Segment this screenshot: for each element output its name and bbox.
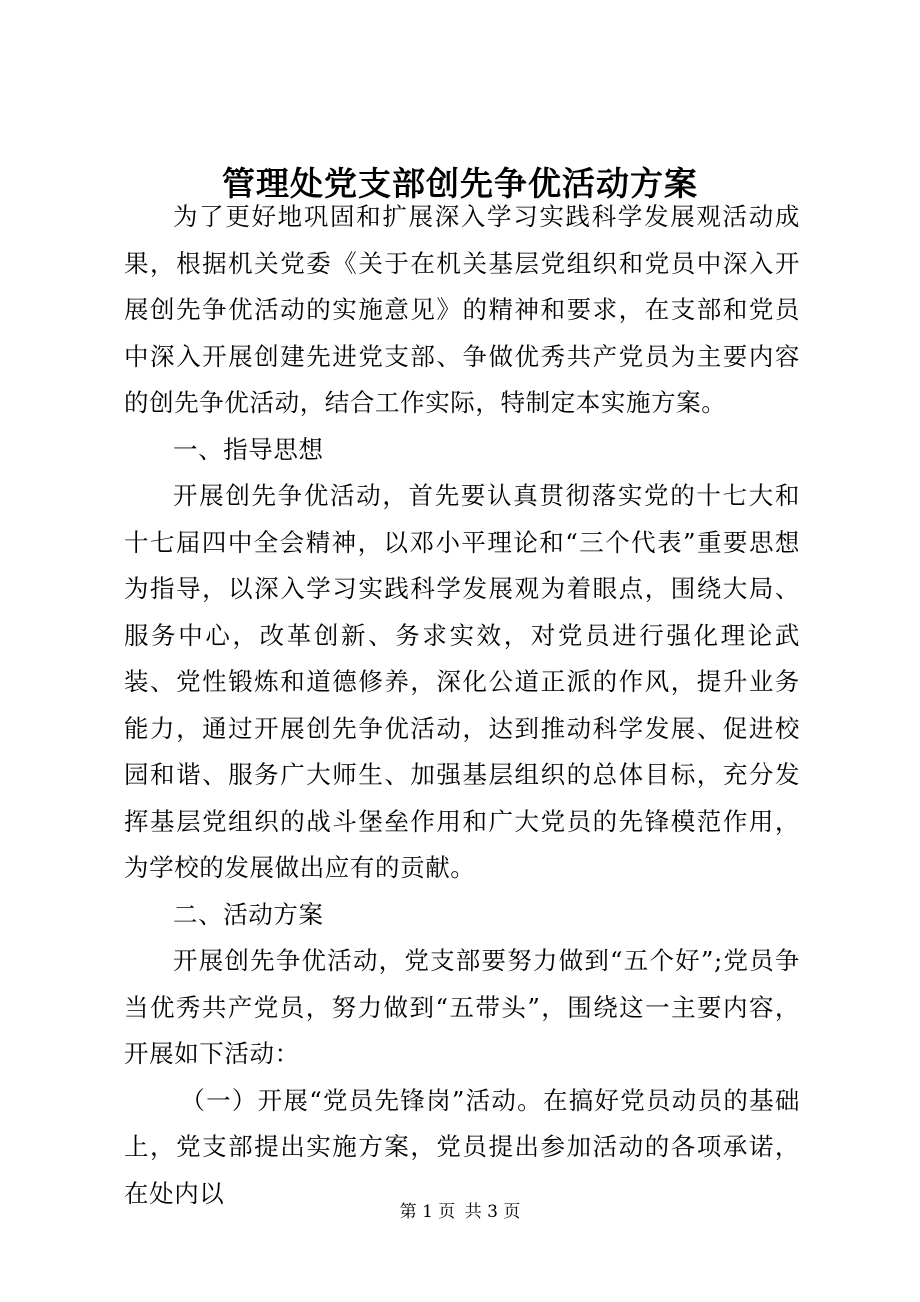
document-title: 管理处党支部创先争优活动方案 [222,164,698,203]
page-footer [0,1200,920,1224]
document-body [124,194,800,1217]
section-heading-activity-plan: 二、活动方案 [173,899,324,929]
paragraph-pioneer-post: （一）开展“党员先锋岗”活动。在搞好党员动员的基础上，党支部提出实施方案，党员提出参加活动的各项承诺，在处内以 [124,1085,800,1208]
page-total: 共 3 页 [464,1202,521,1222]
paragraph-activity-plan: 开展创先争优活动，党支部要努力做到“五个好”;党员争当优秀共产党员，努力做到“五带头”，围绕这一主要内容，开展如下活动： [124,946,800,1068]
paragraph-guiding-ideology: 开展创先争优活动，首先要认真贯彻落实党的十七大和十七届四中全会精神，以邓小平理论和“三个代表”重要思想为指导，以深入学习实践科学发展观为着眼点，围绕大局、服务中心，改革创新、务求实效，对党员进行强化理论武装、党性锻炼和道德修养，深化公道正派的作风，提升业务能力，通过开展创先争优活动，达到推动科学发展、促进校园和谐、服务广大师生、加强基层组织的总体目标，充分发挥基层党组织的战斗堡垒作用和广大党员的先锋模范作用，为学校的发展做出应有的贡献。 [124,481,800,882]
page-number: 第 1 页 [399,1202,456,1222]
section-heading-guiding-ideology: 一、指导思想 [173,434,324,464]
paragraph-intro: 为了更好地巩固和扩展深入学习实践科学发展观活动成果，根据机关党委《关于在机关基层党组织和党员中深入开展创先争优活动的实施意见》的精神和要求，在支部和党员中深入开展创建先进党支部、争做优秀共产党员为主要内容的创先争优活动，结合工作实际，特制定本实施方案。 [124,202,800,417]
